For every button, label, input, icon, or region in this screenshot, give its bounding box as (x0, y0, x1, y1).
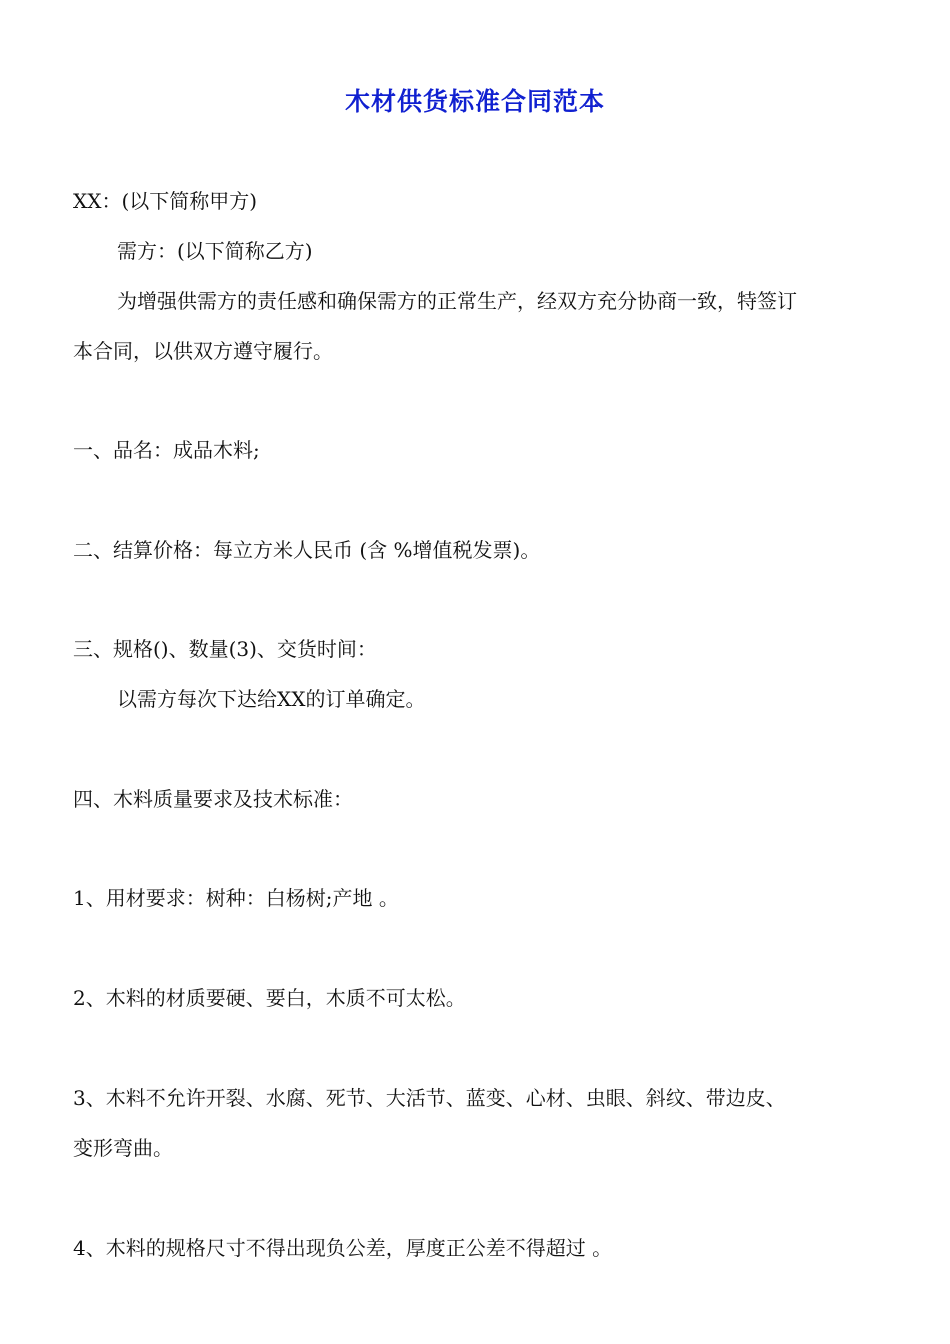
quality-item-4: 4、木料的规格尺寸不得出现负公差，厚度正公差不得超过 。 (73, 1236, 613, 1260)
quality-item-3-line-2: 变形弯曲。 (73, 1136, 173, 1160)
intro-paragraph-line-2: 本合同，以供双方遵守履行。 (73, 339, 333, 363)
section-3-order-note: 以需方每次下达给XX的订单确定。 (117, 687, 426, 711)
party-b-line: 需方：(以下简称乙方) (117, 239, 313, 263)
quality-item-2: 2、木料的材质要硬、要白，木质不可太松。 (73, 986, 466, 1010)
intro-paragraph-line-1: 为增强供需方的责任感和确保需方的正常生产，经双方充分协商一致，特签订 (117, 289, 797, 313)
quality-item-3-line-1: 3、木料不允许开裂、水腐、死节、大活节、蓝变、心材、虫眼、斜纹、带边皮、 (73, 1086, 786, 1110)
party-a-line: XX：(以下简称甲方) (73, 189, 258, 213)
document-title: 木材供货标准合同范本 (344, 87, 605, 116)
quality-item-1: 1、用材要求：树种：白杨树;产地 。 (73, 886, 399, 910)
section-3-spec-quantity-time: 三、规格()、数量(3)、交货时间： (73, 637, 377, 661)
section-1-product-name: 一、品名：成品木料; (73, 438, 260, 462)
section-4-quality-heading: 四、木料质量要求及技术标准： (73, 787, 353, 811)
section-2-price: 二、结算价格：每立方米人民币 (含 %增值税发票)。 (73, 538, 541, 562)
